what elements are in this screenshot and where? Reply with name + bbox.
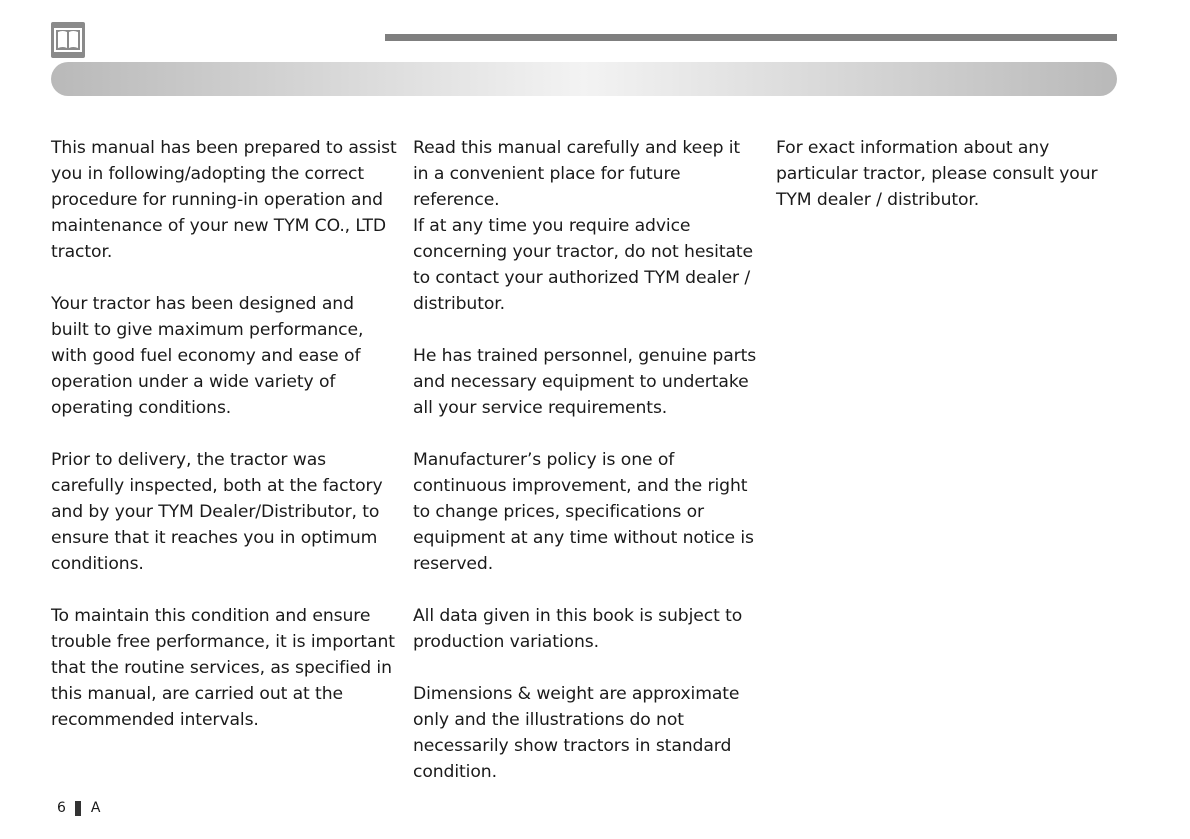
title-band (51, 62, 1117, 96)
col2-paragraph-1b: If at any time you require advice concerning your tractor, do not hesitate to contact your authorized TYM dealer / distributor. (413, 216, 754, 314)
col2-paragraph-1a: Read this manual carefully and keep it in a convenient place for future reference. (413, 138, 741, 210)
col2-paragraph-2: He has trained personnel, genuine parts and necessary equipment to undertake all your service requirements. (413, 346, 757, 418)
col2-paragraph-4: All data given in this book is subject to production variations. (413, 606, 743, 652)
col1-paragraph-2: Your tractor has been designed and built to give maximum performance, with good fuel economy and ease of operation under a wide variety of operating conditions. (51, 294, 364, 418)
book-icon (51, 22, 85, 58)
column-3 (776, 135, 1126, 239)
header-rule (385, 34, 1117, 41)
page-number: 6 (57, 800, 66, 816)
col1-paragraph-1: This manual has been prepared to assist you in following/adopting the correct procedure for running-in operation and maintenance of your new TYM CO., LTD tractor. (51, 138, 397, 262)
col1-paragraph-3: Prior to delivery, the tractor was carefully inspected, both at the factory and by your TYM Dealer/Distributor, to ensure that it reaches you in optimum conditions. (51, 450, 383, 574)
col2-paragraph-5: Dimensions & weight are approximate only and the illustrations do not necessarily show tractors in standard condition. (413, 684, 740, 782)
col1-paragraph-4: To maintain this condition and ensure trouble free performance, it is important that the routine services, as specified in this manual, are carried out at the recommended intervals. (51, 606, 395, 730)
col3-paragraph-1: For exact information about any particular tractor, please consult your TYM dealer / distributor. (776, 138, 1098, 210)
section-letter: A (90, 800, 101, 816)
column-1 (51, 135, 401, 759)
column-2 (413, 135, 763, 811)
col2-paragraph-3: Manufacturer’s policy is one of continuous improvement, and the right to change prices, specifications or equipment at any time without notice is reserved. (413, 450, 754, 574)
footer-divider (75, 801, 81, 816)
page-footer (57, 799, 101, 817)
